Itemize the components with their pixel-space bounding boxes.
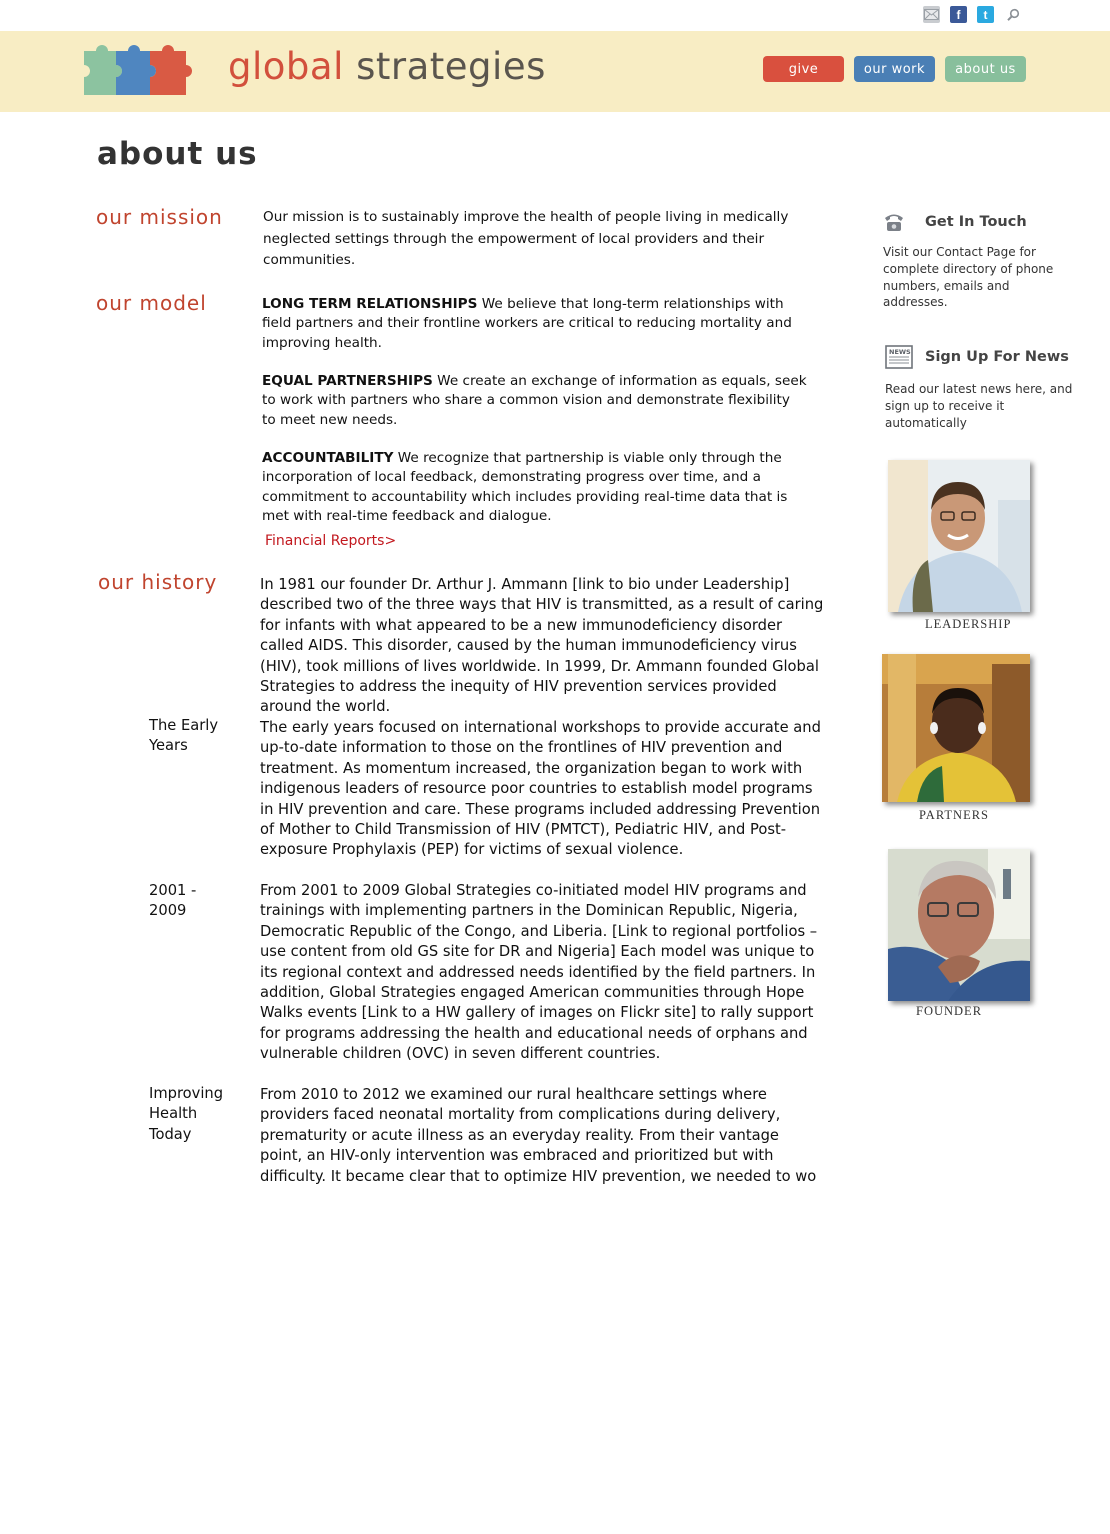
puzzle-logo-icon[interactable] xyxy=(76,41,196,97)
nav-our-work-button[interactable]: our work xyxy=(854,56,935,82)
contact-title: Get In Touch xyxy=(925,214,1027,230)
brand-part-global: global xyxy=(228,45,344,88)
mail-icon[interactable] xyxy=(923,6,940,23)
leadership-label[interactable]: LEADERSHIP xyxy=(925,617,1012,631)
founder-label[interactable]: FOUNDER xyxy=(916,1004,983,1018)
model-heading: our model xyxy=(96,291,207,315)
model-item-title: EQUAL PARTNERSHIPS xyxy=(262,373,433,389)
partners-label[interactable]: PARTNERS xyxy=(919,808,990,822)
model-item-partnerships xyxy=(262,372,807,430)
period-text-improving-health: From 2010 to 2012 we examined our rural healthcare settings where providers faced neonatal mortality from complications during delivery, prematurity or acute illness as an everyday reality. From their vantage point, an HIV-only intervention was embraced and prioritized but with difficulty. It became clear that to optimize HIV prevention, we needed to wo xyxy=(260,1086,817,1185)
founder-photo[interactable] xyxy=(888,849,1030,1001)
model-item-relationships xyxy=(262,295,807,353)
partners-photo[interactable] xyxy=(882,654,1030,802)
page-title: about us xyxy=(97,136,258,172)
newspaper-icon xyxy=(885,345,913,369)
nav-give-button[interactable]: give xyxy=(763,56,844,82)
model-item-title: LONG TERM RELATIONSHIPS xyxy=(262,296,478,312)
sidebar-news[interactable] xyxy=(885,345,1080,431)
sidebar-contact[interactable] xyxy=(883,212,1078,311)
brand-title[interactable] xyxy=(228,45,546,88)
model-item-text: We create an exchange of information as equals, seek to work with partners who share a common vision and demonstrate flexibility to meet new needs. xyxy=(262,373,807,428)
mission-heading: our mission xyxy=(96,205,223,229)
model-item-text: We believe that long-term relationships with field partners and their frontline workers are critical to reducing mortality and improving health. xyxy=(262,296,792,351)
social-links xyxy=(923,6,1021,23)
model-item-accountability xyxy=(262,449,807,526)
nav-about-us-button[interactable]: about us xyxy=(945,56,1026,82)
search-icon[interactable] xyxy=(1004,6,1021,23)
news-text: Read our latest news here, and sign up to receive it automatically xyxy=(885,382,1073,430)
twitter-icon[interactable] xyxy=(977,6,994,23)
leadership-photo[interactable] xyxy=(888,460,1030,612)
phone-icon xyxy=(883,212,905,232)
main-nav xyxy=(763,56,1026,82)
history-intro: In 1981 our founder Dr. Arthur J. Ammann [link to bio under Leadership] described two of the three ways that HIV is transmitted, as a result of caring for infants with what appeared to be a new immunodeficiency disorder called AIDS. This disorder, caused by the human immunodeficiency virus (HIV), took millions of lives worldwide. In 1999, Dr. Ammann founded Global Strategies to address the inequity of HIV prevention services provided around the world. xyxy=(260,576,824,716)
period-text-early-years: The early years focused on international workshops to provide accurate and up-to-date information to those on the frontlines of HIV prevention and treatment. As momentum increased, the organization began to work with indigenous leaders of resource poor countries to establish model programs in HIV prevention and care. These programs included addressing Prevention of Mother to Child Transmission of HIV (PMTCT), Pediatric HIV, and Post-exposure Prophylaxis (PEP) for victims of sexual violence. xyxy=(260,719,821,859)
model-item-title: ACCOUNTABILITY xyxy=(262,450,394,466)
contact-text: Visit our Contact Page for complete directory of phone numbers, emails and addresses. xyxy=(883,245,1054,310)
facebook-icon[interactable] xyxy=(950,6,967,23)
period-text-2001-2009: From 2001 to 2009 Global Strategies co-initiated model HIV programs and trainings with implementing partners in the Dominican Republic, Nigeria, Democratic Republic of the Congo, and Liberia. [Link to regional portfolios – use content from old GS site for DR and Nigeria] Each model was unique to its regional context and addressed needs identified by the field partners. In addition, Global Strategies engaged American communities through Hope Walks events [Link to a HW gallery of images on Flickr site] to rally support for programs addressing the health and educational needs of orphans and vulnerable children (OVC) in seven different countries. xyxy=(260,882,818,1063)
mission-text: Our mission is to sustainably improve the health of people living in medically neglected settings through the empowerment of local providers and their communities. xyxy=(263,209,789,268)
period-label-early-years: The Early Years xyxy=(149,717,219,755)
period-label-2001-2009: 2001 - 2009 xyxy=(149,882,197,920)
site-header xyxy=(0,31,1110,112)
model-item-text: We recognize that partnership is viable only through the incorporation of local feedback, demonstrating progress over time, and a commitment to accountability which includes providing real-time data that is met with real-time feedback and dialogue. xyxy=(262,450,788,524)
financial-reports-link[interactable]: Financial Reports> xyxy=(265,533,397,549)
leadership-portrait-icon xyxy=(888,460,1030,612)
partners-portrait-icon xyxy=(882,654,1030,802)
twitter-label: t xyxy=(983,7,988,22)
period-label-improving-health: Improving Health Today xyxy=(149,1085,224,1143)
facebook-label: f xyxy=(956,7,961,22)
news-title: Sign Up For News xyxy=(925,349,1069,365)
history-heading: our history xyxy=(98,570,218,594)
brand-part-strategies: strategies xyxy=(356,45,546,88)
founder-portrait-icon xyxy=(888,849,1030,1001)
newspaper-icon-label: NEWS xyxy=(889,348,911,356)
